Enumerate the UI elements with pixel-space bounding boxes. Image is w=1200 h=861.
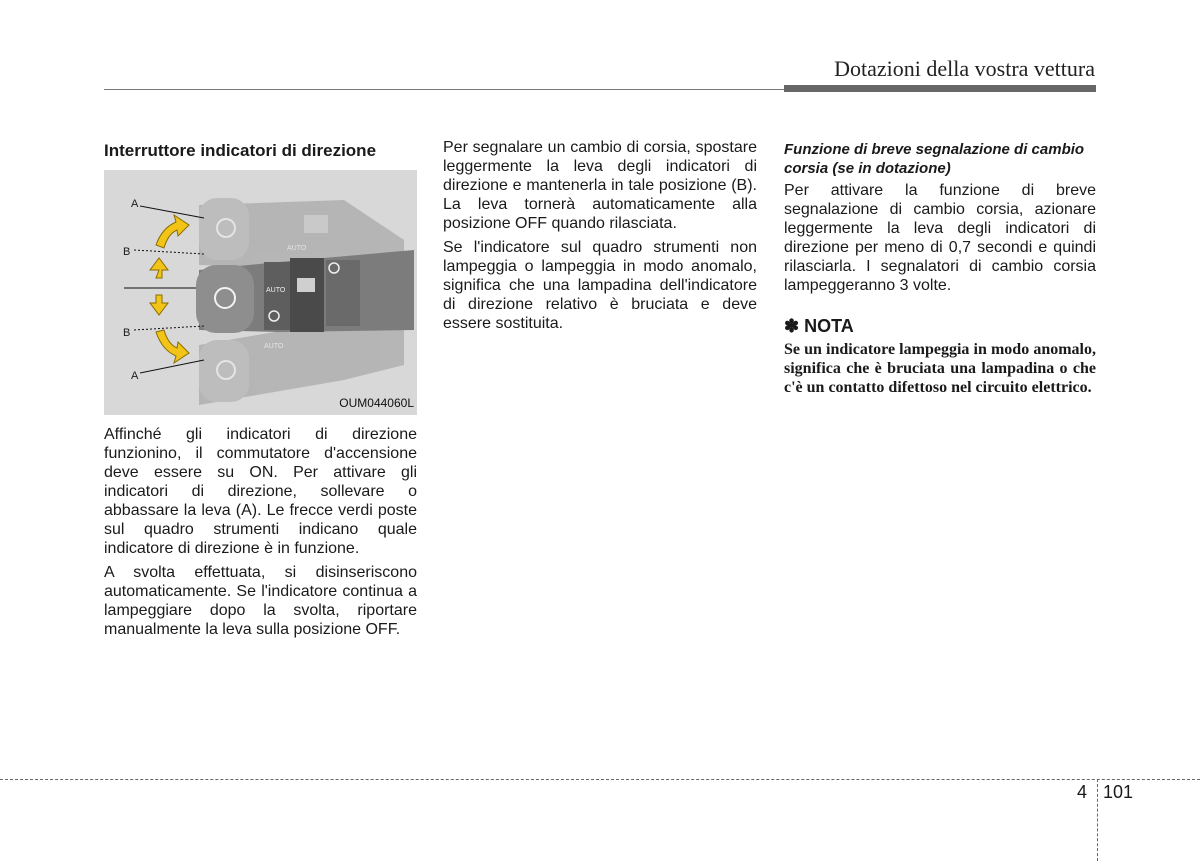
figure-label-b-top: B <box>123 246 131 258</box>
turn-signal-lever-illustration <box>104 170 417 415</box>
figure-label-a-top: A <box>131 198 139 210</box>
paragraph: Se l'indicatore sul quadro strumenti non lampeggia o lampeggia in modo anomalo, significa che una lampadina dell'indicatore di direzione relativo è bruciata e deve essere sostituita. <box>443 239 757 332</box>
column-left <box>104 138 417 644</box>
paragraph: A svolta effettuata, si disinseriscono automaticamente. Se l'indicatore continua a lampeggiare dopo la svolta, riportare manualmente la leva sulla posizione OFF. <box>104 564 417 638</box>
figure-label-b-bottom: B <box>123 327 131 339</box>
svg-text:AUTO: AUTO <box>287 245 307 252</box>
chapter-number: 4 <box>1077 782 1088 802</box>
column-middle <box>443 138 757 338</box>
footer-rule <box>0 779 1200 780</box>
note-title: NOTA <box>804 316 854 336</box>
column-right <box>784 138 1096 402</box>
paragraph: Affinché gli indicatori di direzione funzionino, il commutatore d'accensione deve essere su ON. Per attivare gli indicatori di direzione, sollevare o abbassare la leva (A). Le frecce verdi poste sul quadro strumenti indicano quale indicatore di direzione è in funzione. <box>104 426 417 557</box>
paragraph: Per attivare la funzione di breve segnalazione di cambio corsia, azionare leggermente la leva degli indicatori di direzione per meno di 0,7 secondi e quindi rilasciarla. I segnalatori di cambio corsia lampeggeranno 3 volte. <box>784 182 1096 294</box>
header-rule-bar <box>784 85 1096 92</box>
header-rule <box>104 89 784 90</box>
arrow-up-curved-icon <box>156 215 189 248</box>
page-header-title: Dotazioni della vostra vettura <box>834 56 1095 81</box>
figure-code: OUM044060L <box>339 396 414 410</box>
figure-label-a-bottom: A <box>131 370 139 382</box>
arrow-down-curved-icon <box>156 330 189 363</box>
note-heading <box>784 317 1096 336</box>
page-number: 101 <box>1103 782 1134 802</box>
section-heading: Interruttore indicatori di direzione <box>104 141 377 160</box>
footer-divider <box>1097 779 1098 861</box>
note-asterisk-icon: ✽ <box>784 316 800 336</box>
note-text: Se un indicatore lampeggia in modo anomalo, significa che è bruciata una lampadina o che c'è un contatto difettoso nel circuito elettrico. <box>784 341 1096 396</box>
subsection-heading: Funzione di breve segnalazione di cambio corsia (se in dotazione) <box>784 141 1085 177</box>
paragraph: Per segnalare un cambio di corsia, spostare leggermente la leva degli indicatori di direzione e mantenerla in tale posizione (B). La leva tornerà automaticamente alla posizione OFF quando rilasciata. <box>443 139 757 232</box>
arrow-down-icon <box>150 295 168 315</box>
svg-text:AUTO: AUTO <box>266 287 286 294</box>
svg-text:AUTO: AUTO <box>264 343 284 350</box>
turn-signal-figure <box>104 170 417 415</box>
arrow-up-icon <box>150 258 168 278</box>
